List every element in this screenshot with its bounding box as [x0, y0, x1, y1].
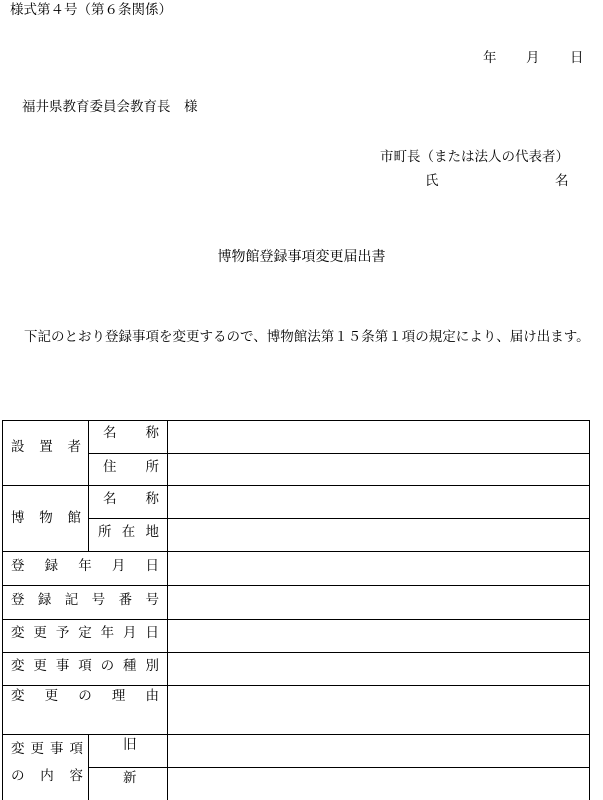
- body-paragraph: 下記のとおり登録事項を変更するので、博物館法第１５条第１項の規定により、届け出ます。: [24, 329, 590, 345]
- registration-date-field[interactable]: [168, 552, 590, 585]
- sender-title: 市町長（または法人の代表者）: [380, 149, 569, 165]
- registration-number-field[interactable]: [168, 586, 590, 619]
- date-month: 月: [526, 50, 540, 66]
- establisher-address-label: 住 所: [103, 459, 159, 475]
- addressee: 福井県教育委員会教育長 様: [22, 99, 198, 115]
- sender-name-char-1: 氏: [425, 173, 439, 189]
- old-content-field[interactable]: [168, 735, 590, 767]
- change-reason-label: 変 更 の 理 由: [11, 688, 159, 704]
- registration-date-label: 登 録 年 月 日: [11, 558, 159, 574]
- establisher-name-label: 名 称: [103, 425, 159, 441]
- museum-location-label: 所 在 地: [98, 524, 159, 540]
- change-type-field[interactable]: [168, 653, 590, 685]
- establisher-name-field[interactable]: [168, 421, 590, 453]
- change-content-label-line2: の 内 容: [11, 768, 83, 784]
- change-reason-field[interactable]: [168, 686, 590, 734]
- change-content-label-line1: 変 更 事 項: [11, 741, 83, 757]
- new-content-field[interactable]: [168, 768, 590, 800]
- registration-number-label: 登 録 記 号 番 号: [11, 592, 159, 608]
- new-label: 新: [123, 770, 137, 786]
- planned-change-date-field[interactable]: [168, 620, 590, 652]
- museum-name-field[interactable]: [168, 486, 590, 518]
- divider: [88, 421, 89, 551]
- document-title: 博物館登録事項変更届出書: [217, 249, 386, 265]
- registration-change-table: [2, 420, 590, 800]
- date-year: 年: [483, 50, 497, 66]
- establisher-address-field[interactable]: [168, 454, 590, 485]
- museum-location-field[interactable]: [168, 519, 590, 551]
- change-type-label: 変 更 事 項 の 種 別: [11, 658, 159, 674]
- establisher-label: 設 置 者: [11, 439, 81, 455]
- museum-label: 博 物 館: [11, 510, 81, 526]
- date-day: 日: [570, 50, 584, 66]
- museum-name-label: 名 称: [103, 491, 159, 507]
- old-label: 旧: [123, 737, 137, 753]
- planned-change-date-label: 変 更 予 定 年 月 日: [11, 625, 159, 641]
- body-text: [8, 325, 603, 349]
- sender-name-char-2: 名: [555, 173, 569, 189]
- form-number: 様式第４号（第６条関係）: [10, 2, 172, 18]
